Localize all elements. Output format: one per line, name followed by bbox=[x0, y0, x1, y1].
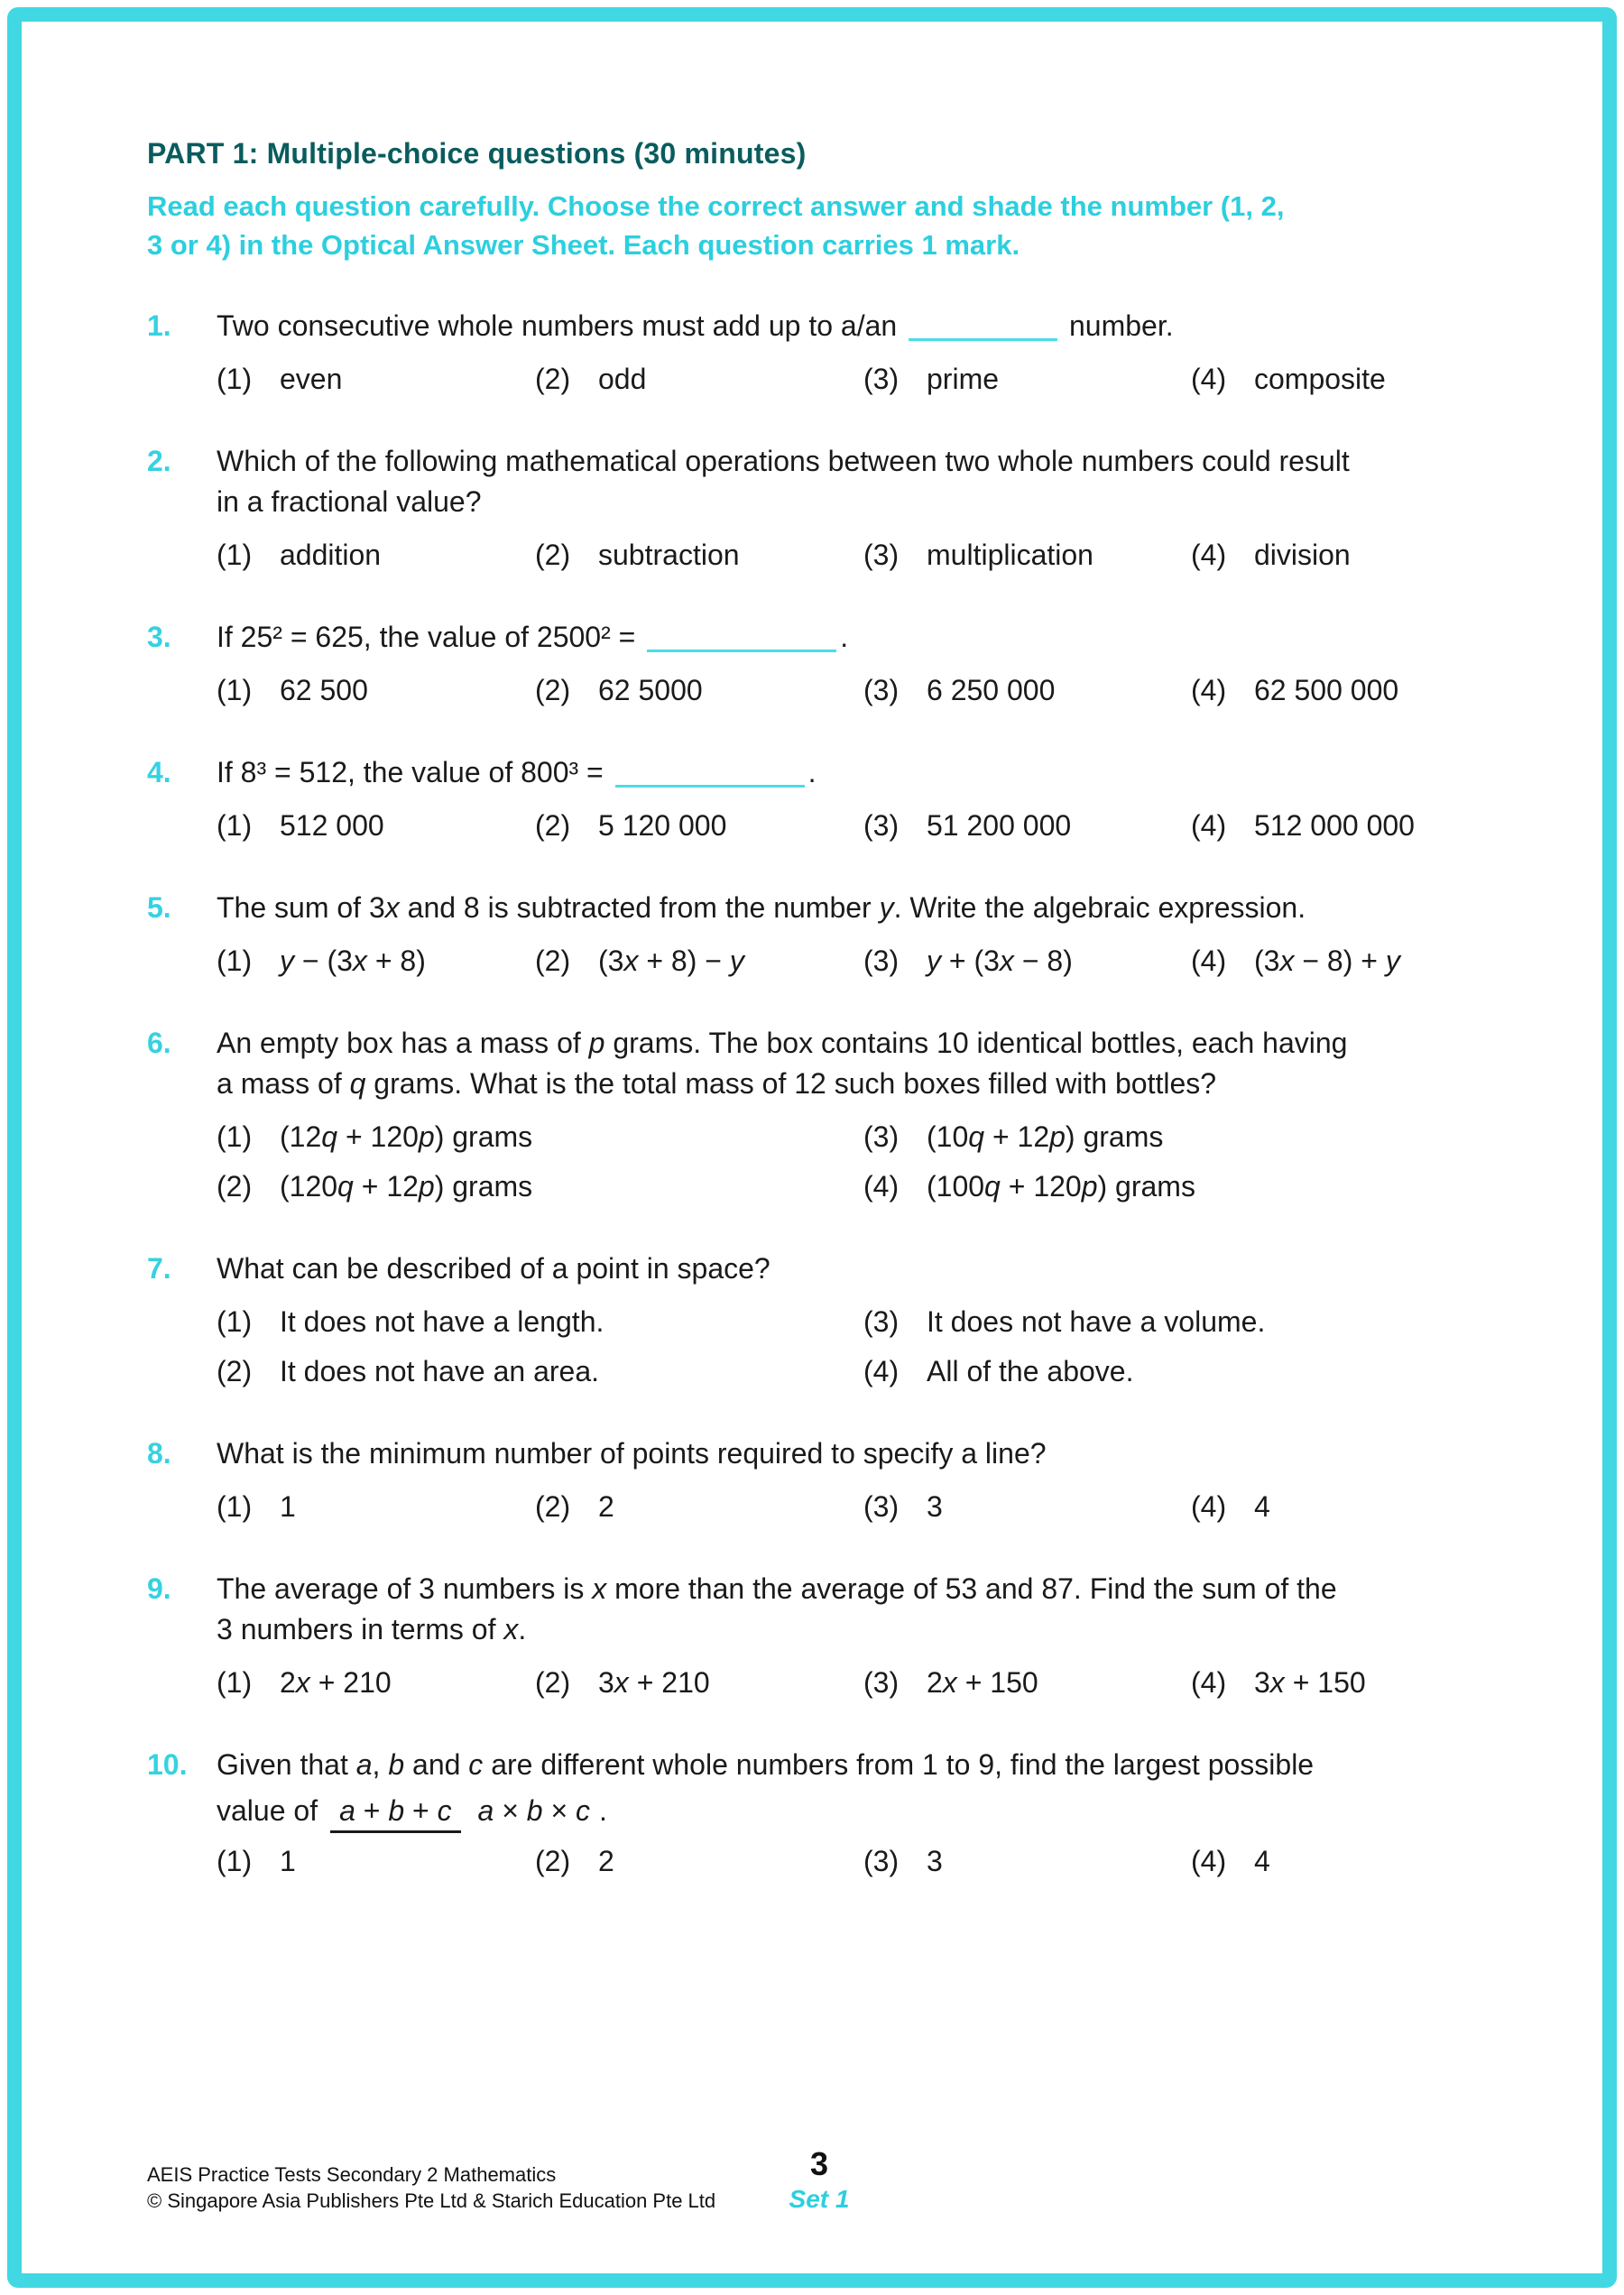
options-row bbox=[217, 1841, 1540, 1882]
question-body bbox=[217, 752, 1540, 846]
option-text: 6 250 000 bbox=[927, 674, 1056, 706]
option-3 bbox=[863, 359, 1191, 400]
option-text: 4 bbox=[1254, 1490, 1270, 1523]
option-1 bbox=[217, 1841, 535, 1882]
footer bbox=[147, 2161, 715, 2214]
option-text: All of the above. bbox=[927, 1355, 1134, 1387]
option-text: (10q + 12p) grams bbox=[927, 1120, 1164, 1153]
answer-blank bbox=[647, 622, 836, 652]
option-2 bbox=[535, 1841, 863, 1882]
option-label: (2) bbox=[535, 1845, 571, 1877]
option-3 bbox=[863, 1663, 1191, 1703]
option-4 bbox=[1191, 1663, 1540, 1703]
fraction-post-text: . bbox=[599, 1794, 607, 1827]
option-label: (4) bbox=[1191, 809, 1227, 842]
question-body bbox=[217, 306, 1540, 400]
option-label: (1) bbox=[217, 1490, 253, 1523]
set-label: Set 1 bbox=[789, 2185, 850, 2213]
question-body bbox=[217, 1433, 1540, 1527]
option-text: 1 bbox=[280, 1490, 296, 1523]
options-row bbox=[217, 670, 1540, 711]
option-text: It does not have a volume. bbox=[927, 1305, 1266, 1338]
option-text: It does not have a length. bbox=[280, 1305, 604, 1338]
option-text: 3 bbox=[927, 1845, 943, 1877]
option-label: (4) bbox=[1191, 945, 1227, 977]
part-title: PART 1: Multiple-choice questions (30 minutes) bbox=[147, 137, 807, 170]
option-label: (4) bbox=[863, 1355, 900, 1387]
question-10 bbox=[147, 1745, 1547, 1882]
question-text: If 25² = 625, the value of 2500² = . bbox=[217, 621, 849, 653]
option-3 bbox=[863, 941, 1191, 982]
question-text: The sum of 3x and 8 is subtracted from the number y. Write the algebraic expression. bbox=[217, 891, 1306, 924]
question-7 bbox=[147, 1249, 1547, 1392]
option-text: odd bbox=[598, 363, 647, 395]
options-row bbox=[217, 1487, 1540, 1527]
option-1 bbox=[217, 670, 535, 711]
option-text: 4 bbox=[1254, 1845, 1270, 1877]
question-1 bbox=[147, 306, 1547, 400]
option-4 bbox=[863, 1166, 1540, 1207]
option-text: 2x + 150 bbox=[927, 1666, 1038, 1699]
option-3 bbox=[863, 1117, 1540, 1157]
option-text: 512 000 bbox=[280, 809, 384, 842]
option-text: 2x + 210 bbox=[280, 1666, 392, 1699]
option-label: (3) bbox=[863, 539, 900, 571]
options-row bbox=[217, 806, 1540, 846]
option-text: (3x + 8) − y bbox=[598, 945, 744, 977]
question-3 bbox=[147, 617, 1547, 711]
question-text: An empty box has a mass of p grams. The box contains 10 identical bottles, each having a mass of q grams. What is the total mass of 12 such boxes filled with bottles? bbox=[217, 1027, 1348, 1100]
option-label: (3) bbox=[863, 945, 900, 977]
option-label: (2) bbox=[535, 674, 571, 706]
fraction-line bbox=[217, 1793, 1540, 1829]
question-text: What is the minimum number of points required to specify a line? bbox=[217, 1437, 1047, 1470]
option-label: (4) bbox=[1191, 1490, 1227, 1523]
option-text: 62 500 bbox=[280, 674, 368, 706]
option-2 bbox=[535, 1487, 863, 1527]
option-label: (3) bbox=[863, 809, 900, 842]
option-label: (1) bbox=[217, 1120, 253, 1153]
option-1 bbox=[217, 1663, 535, 1703]
fraction-expression bbox=[330, 1793, 599, 1829]
option-label: (1) bbox=[217, 539, 253, 571]
option-label: (1) bbox=[217, 1305, 253, 1338]
question-number: 3. bbox=[147, 621, 171, 653]
answer-blank bbox=[615, 758, 805, 788]
page-content bbox=[147, 137, 1547, 1923]
option-label: (3) bbox=[863, 1120, 900, 1153]
option-4 bbox=[1191, 535, 1540, 576]
option-text: y + (3x − 8) bbox=[927, 945, 1073, 977]
option-label: (2) bbox=[217, 1355, 253, 1387]
question-text: What can be described of a point in space? bbox=[217, 1252, 770, 1285]
option-text: 512 000 000 bbox=[1254, 809, 1415, 842]
option-2 bbox=[217, 1166, 863, 1207]
option-label: (4) bbox=[863, 1170, 900, 1203]
option-3 bbox=[863, 535, 1191, 576]
question-number: 7. bbox=[147, 1252, 171, 1285]
options-row bbox=[217, 535, 1540, 576]
question-body bbox=[217, 1569, 1540, 1703]
option-label: (4) bbox=[1191, 674, 1227, 706]
option-label: (4) bbox=[1191, 363, 1227, 395]
option-text: 2 bbox=[598, 1490, 614, 1523]
question-number: 8. bbox=[147, 1437, 171, 1470]
footer-series: AEIS Practice Tests Secondary 2 Mathematics bbox=[147, 2163, 557, 2186]
options-row bbox=[217, 941, 1540, 982]
option-1 bbox=[217, 1117, 863, 1157]
option-4 bbox=[1191, 670, 1540, 711]
question-number: 9. bbox=[147, 1572, 171, 1605]
option-text: (12q + 120p) grams bbox=[280, 1120, 533, 1153]
fraction-numerator: a + b + c bbox=[330, 1794, 461, 1833]
option-label: (1) bbox=[217, 363, 253, 395]
option-label: (2) bbox=[535, 1490, 571, 1523]
page-number: 3 bbox=[809, 2145, 829, 2182]
option-label: (3) bbox=[863, 1845, 900, 1877]
option-4 bbox=[1191, 806, 1540, 846]
option-label: (1) bbox=[217, 809, 253, 842]
option-text: (3x − 8) + y bbox=[1254, 945, 1400, 977]
question-body bbox=[217, 1023, 1540, 1207]
question-text: Which of the following mathematical operations between two whole numbers could result in a fractional value? bbox=[217, 445, 1350, 518]
options-row bbox=[217, 1302, 1540, 1392]
options-row bbox=[217, 1663, 1540, 1703]
option-label: (2) bbox=[535, 363, 571, 395]
question-body bbox=[217, 888, 1540, 982]
question-5 bbox=[147, 888, 1547, 982]
option-label: (3) bbox=[863, 1490, 900, 1523]
option-text: (100q + 120p) grams bbox=[927, 1170, 1195, 1203]
option-3 bbox=[863, 1302, 1540, 1342]
option-2 bbox=[535, 670, 863, 711]
option-label: (2) bbox=[217, 1170, 253, 1203]
option-2 bbox=[535, 359, 863, 400]
option-text: division bbox=[1254, 539, 1351, 571]
question-body bbox=[217, 617, 1540, 711]
question-number: 6. bbox=[147, 1027, 171, 1059]
question-number: 10. bbox=[147, 1748, 188, 1781]
question-9 bbox=[147, 1569, 1547, 1703]
question-list bbox=[147, 306, 1547, 1882]
option-2 bbox=[535, 1663, 863, 1703]
option-3 bbox=[863, 1487, 1191, 1527]
fraction-pre-text: value of bbox=[217, 1794, 318, 1827]
option-label: (3) bbox=[863, 1305, 900, 1338]
option-3 bbox=[863, 670, 1191, 711]
option-text: composite bbox=[1254, 363, 1386, 395]
option-text: 1 bbox=[280, 1845, 296, 1877]
options-row bbox=[217, 359, 1540, 400]
option-4 bbox=[1191, 1841, 1540, 1882]
option-text: subtraction bbox=[598, 539, 740, 571]
option-3 bbox=[863, 806, 1191, 846]
option-3 bbox=[863, 1841, 1191, 1882]
option-text: 5 120 000 bbox=[598, 809, 727, 842]
option-label: (3) bbox=[863, 363, 900, 395]
option-text: 51 200 000 bbox=[927, 809, 1072, 842]
question-body bbox=[217, 1745, 1540, 1882]
option-1 bbox=[217, 1302, 863, 1342]
option-label: (3) bbox=[863, 1666, 900, 1699]
option-label: (4) bbox=[1191, 1845, 1227, 1877]
question-8 bbox=[147, 1433, 1547, 1527]
instructions-text: Read each question carefully. Choose the correct answer and shade the number (1, 2, 3 or 4) in the Optical Answer Sheet. Each question carries 1 mark. bbox=[147, 190, 1285, 261]
option-label: (4) bbox=[1191, 539, 1227, 571]
option-text: (120q + 12p) grams bbox=[280, 1170, 533, 1203]
option-label: (2) bbox=[535, 945, 571, 977]
option-2 bbox=[217, 1351, 863, 1392]
option-text: 62 5000 bbox=[598, 674, 703, 706]
page-number-block bbox=[747, 2145, 891, 2214]
option-label: (1) bbox=[217, 1666, 253, 1699]
question-body bbox=[217, 1249, 1540, 1392]
option-text: even bbox=[280, 363, 343, 395]
option-2 bbox=[535, 806, 863, 846]
option-label: (2) bbox=[535, 1666, 571, 1699]
option-text: 3x + 210 bbox=[598, 1666, 710, 1699]
question-body bbox=[217, 441, 1540, 576]
option-label: (4) bbox=[1191, 1666, 1227, 1699]
option-text: 3 bbox=[927, 1490, 943, 1523]
option-text: 3x + 150 bbox=[1254, 1666, 1366, 1699]
option-text: 62 500 000 bbox=[1254, 674, 1399, 706]
question-number: 5. bbox=[147, 891, 171, 924]
question-text: The average of 3 numbers is x more than the average of 53 and 87. Find the sum of the 3 numbers in terms of x. bbox=[217, 1572, 1337, 1645]
question-6 bbox=[147, 1023, 1547, 1207]
option-label: (2) bbox=[535, 539, 571, 571]
question-4 bbox=[147, 752, 1547, 846]
option-1 bbox=[217, 1487, 535, 1527]
option-label: (2) bbox=[535, 809, 571, 842]
question-number: 4. bbox=[147, 756, 171, 788]
option-text: addition bbox=[280, 539, 382, 571]
answer-blank bbox=[909, 311, 1057, 341]
question-text: Two consecutive whole numbers must add up to a/an number. bbox=[217, 309, 1174, 342]
option-text: y − (3x + 8) bbox=[280, 945, 426, 977]
option-label: (1) bbox=[217, 945, 253, 977]
option-text: 2 bbox=[598, 1845, 614, 1877]
option-4 bbox=[1191, 941, 1540, 982]
fraction-denominator: a × b × c bbox=[477, 1794, 591, 1827]
option-4 bbox=[1191, 1487, 1540, 1527]
footer-copyright: © Singapore Asia Publishers Pte Ltd & Starich Education Pte Ltd bbox=[147, 2189, 716, 2212]
option-4 bbox=[863, 1351, 1540, 1392]
option-text: prime bbox=[927, 363, 1000, 395]
question-number: 1. bbox=[147, 309, 171, 342]
option-text: It does not have an area. bbox=[280, 1355, 600, 1387]
option-1 bbox=[217, 359, 535, 400]
question-text: If 8³ = 512, the value of 800³ = . bbox=[217, 756, 817, 788]
question-2 bbox=[147, 441, 1547, 576]
option-1 bbox=[217, 941, 535, 982]
option-1 bbox=[217, 535, 535, 576]
option-2 bbox=[535, 535, 863, 576]
option-4 bbox=[1191, 359, 1540, 400]
option-label: (3) bbox=[863, 674, 900, 706]
option-label: (1) bbox=[217, 674, 253, 706]
option-label: (1) bbox=[217, 1845, 253, 1877]
option-1 bbox=[217, 806, 535, 846]
question-text: Given that a, b and c are different whole numbers from 1 to 9, find the largest possible bbox=[217, 1748, 1315, 1781]
question-number: 2. bbox=[147, 445, 171, 477]
options-row bbox=[217, 1117, 1540, 1207]
option-text: multiplication bbox=[927, 539, 1093, 571]
option-2 bbox=[535, 941, 863, 982]
